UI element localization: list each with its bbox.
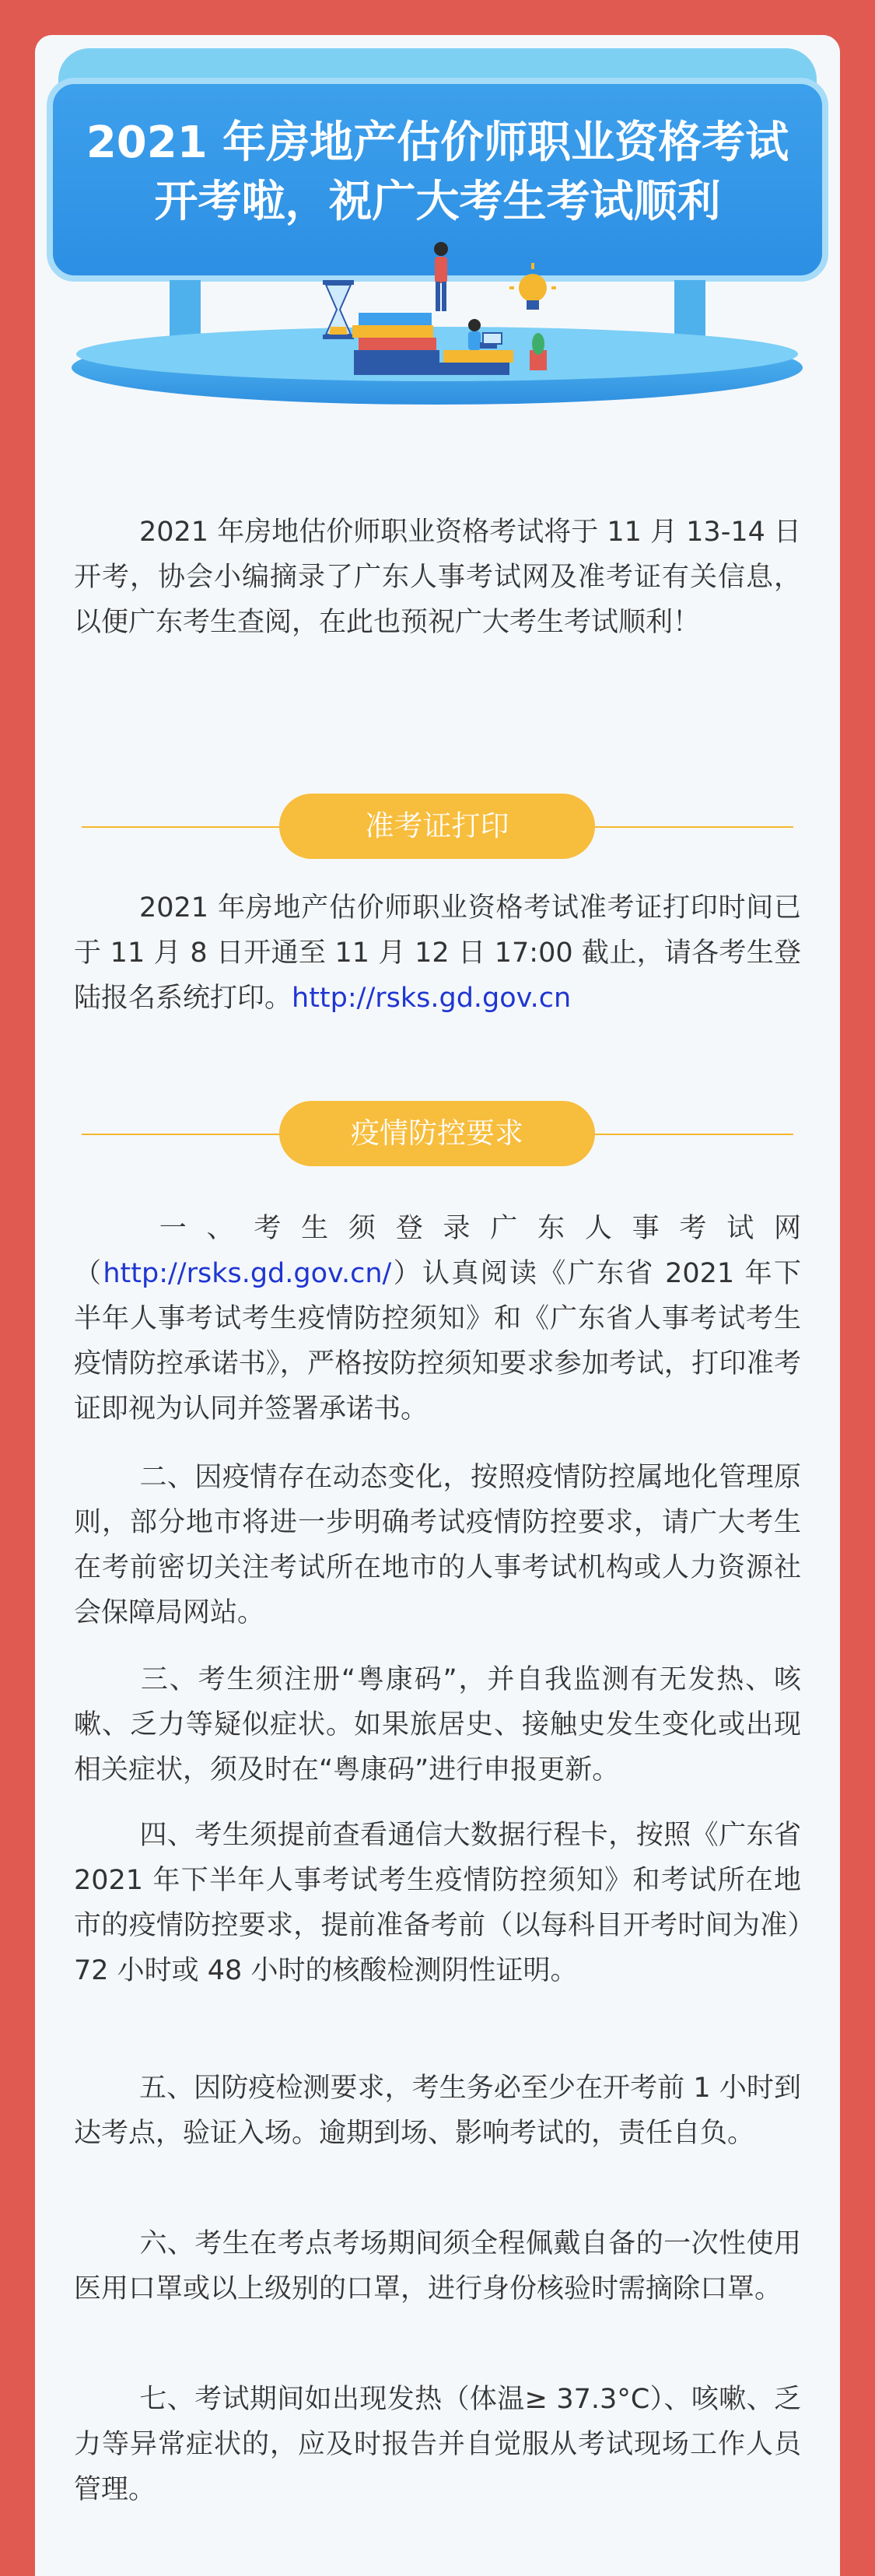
epidemic-item-3: 三、考生须注册“粤康码”，并自我监测有无发热、咳嗽、乏力等疑似症状。如果旅居史、接触史发生变化或出现相关症状，须及时在“粤康码”进行申报更新。	[74, 1664, 801, 1786]
lightbulb-icon	[509, 263, 556, 310]
page-title	[47, 114, 828, 232]
intro-paragraph: 2021 年房地估价师职业资格考试将于 11 月 13-14 日开考，协会小编摘录了广东人事考试网及准考证有关信息，以便广东考生查阅，在此也预祝广大考生考试顺利！	[74, 517, 801, 638]
epidemic-item-6: 六、考生在考点考场期间须全程佩戴自备的一次性使用医用口罩或以上级别的口罩，进行身份核验时需摘除口罩。	[74, 2228, 801, 2304]
epidemic-item-7: 七、考试期间如出现发热（体温≥ 37.3°C）、咳嗽、乏力等异常症状的，应及时报告并自觉服从考试现场工作人员管理。	[74, 2384, 801, 2505]
students-studying-illustration	[307, 233, 572, 389]
standing-student-figure	[434, 242, 448, 311]
section-heading-admission-ticket: 准考证打印	[279, 794, 595, 859]
section-heading-epidemic-control: 疫情防控要求	[279, 1101, 595, 1166]
hourglass-icon	[323, 280, 354, 339]
epidemic-item-2: 二、因疫情存在动态变化，按照疫情防控属地化管理原则，部分地市将进一步明确考试疫情防控要求，请广大考生在考前密切关注考试所在地市的人事考试机构或人力资源社会保障局网站。	[74, 1462, 801, 1628]
epidemic-item-5: 五、因防疫检测要求，考生务必至少在开考前 1 小时到达考点，验证入场。逾期到场、影响考试的，责任自负。	[74, 2073, 801, 2149]
title-line-2: 开考啦，祝广大考生考试顺利	[154, 177, 721, 227]
plant-icon	[530, 333, 547, 370]
title-line-1: 2021 年房地产估价师职业资格考试	[86, 117, 789, 168]
epidemic-item-4: 四、考生须提前查看通信大数据行程卡，按照《广东省 2021 年下半年人事考试考生疫情防控须知》和考试所在地市的疫情防控要求，提前准备考前（以每科目开考时间为准）72 小时或 48 小时的核酸检测阴性证明。	[74, 1820, 801, 1986]
rsks-link[interactable]: http://rsks.gd.gov.cn	[292, 983, 572, 1014]
rsks-gd-link[interactable]: http://rsks.gd.gov.cn/	[103, 1258, 392, 1289]
sitting-student-figure	[468, 319, 502, 350]
epidemic-item-1: 一、考生须登录广东人事考试网（http://rsks.gd.gov.cn/）认真阅读《广东省 2021 年下半年人事考试考生疫情防控须知》和《广东省人事考试考生疫情防控承诺书》，严格按防控须知要求参加考试，打印准考证即视为认同并签署承诺书。	[74, 1213, 801, 1425]
admission-ticket-paragraph: 2021 年房地产估价师职业资格考试准考证打印时间已于 11 月 8 日开通至 11 月 12 日 17:00 截止，请各考生登陆报名系统打印。http://rsks.gd.gov.cn	[74, 892, 801, 1014]
